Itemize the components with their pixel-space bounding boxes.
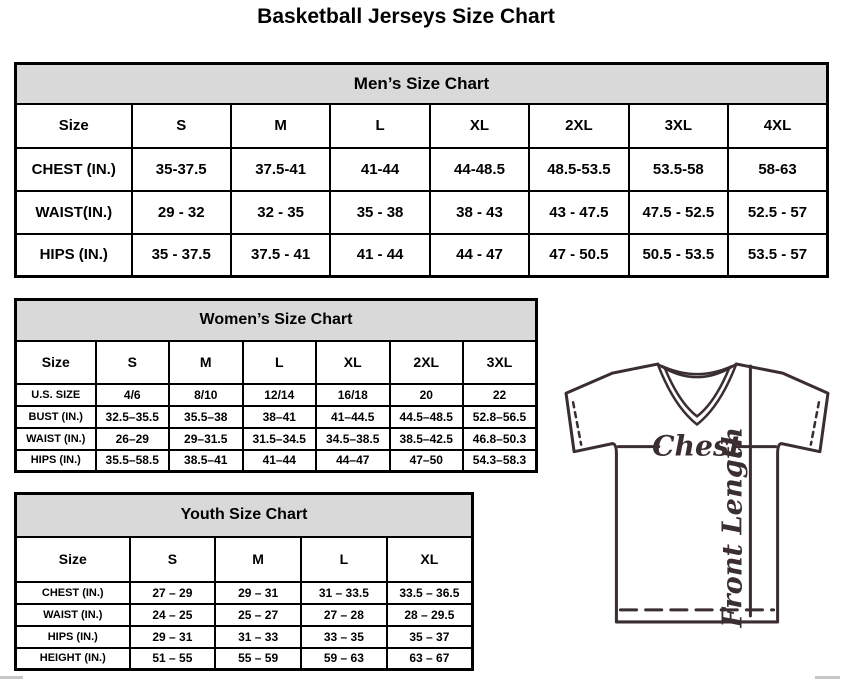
size-value-cell: 41–44: [243, 450, 317, 472]
size-value-cell: 58-63: [728, 148, 827, 191]
size-value-cell: 53.5 - 57: [728, 234, 827, 277]
size-column-header: L: [330, 104, 429, 148]
size-value-cell: 44–47: [316, 450, 390, 472]
row-label: WAIST (IN.): [16, 604, 130, 626]
size-value-cell: 31 – 33.5: [301, 582, 387, 604]
table-header-row: [16, 104, 828, 148]
row-label: HEIGHT (IN.): [16, 648, 130, 670]
size-label-header: Size: [16, 537, 130, 582]
size-value-cell: 29–31.5: [169, 428, 243, 450]
size-value-cell: 29 – 31: [130, 626, 216, 648]
size-value-cell: 44.5–48.5: [390, 406, 464, 428]
row-label: U.S. SIZE: [16, 384, 96, 406]
table-row: [16, 234, 828, 277]
size-value-cell: 29 – 31: [215, 582, 301, 604]
size-value-cell: 55 – 59: [215, 648, 301, 670]
table-title: Men’s Size Chart: [16, 64, 828, 104]
mens-size-chart-table: [14, 62, 829, 278]
right-cuff-dashed-line: [811, 402, 819, 444]
size-column-header: 2XL: [390, 341, 464, 384]
row-label: HIPS (IN.): [16, 234, 132, 277]
front-length-label: Front Length: [716, 426, 749, 628]
table-row: [16, 626, 473, 648]
size-value-cell: 47.5 - 52.5: [629, 191, 728, 234]
table-row: [16, 648, 473, 670]
size-column-header: S: [96, 341, 170, 384]
size-value-cell: 48.5-53.5: [529, 148, 628, 191]
size-column-header: S: [130, 537, 216, 582]
size-value-cell: 26–29: [96, 428, 170, 450]
size-value-cell: 29 - 32: [132, 191, 231, 234]
size-value-cell: 44 - 47: [430, 234, 529, 277]
size-value-cell: 47 - 50.5: [529, 234, 628, 277]
table-row: [16, 406, 537, 428]
size-value-cell: 47–50: [390, 450, 464, 472]
size-value-cell: 22: [463, 384, 537, 406]
size-column-header: 4XL: [728, 104, 827, 148]
size-column-header: L: [301, 537, 387, 582]
youth-size-chart-table: [14, 492, 474, 671]
size-value-cell: 28 – 29.5: [387, 604, 473, 626]
size-column-header: M: [231, 104, 330, 148]
row-label: BUST (IN.): [16, 406, 96, 428]
table-row: [16, 191, 828, 234]
size-value-cell: 38.5–41: [169, 450, 243, 472]
size-value-cell: 35.5–58.5: [96, 450, 170, 472]
size-value-cell: 54.3–58.3: [463, 450, 537, 472]
size-value-cell: 34.5–38.5: [316, 428, 390, 450]
size-value-cell: 51 – 55: [130, 648, 216, 670]
size-value-cell: 35 – 37: [387, 626, 473, 648]
row-label: CHEST (IN.): [16, 582, 130, 604]
size-column-header: M: [215, 537, 301, 582]
size-column-header: XL: [316, 341, 390, 384]
table-title: Women’s Size Chart: [16, 300, 537, 341]
chest-label: Chest: [652, 429, 742, 463]
size-value-cell: 59 – 63: [301, 648, 387, 670]
row-label: HIPS (IN.): [16, 626, 130, 648]
size-value-cell: 33 – 35: [301, 626, 387, 648]
table-title: Youth Size Chart: [16, 494, 473, 537]
size-value-cell: 35 - 37.5: [132, 234, 231, 277]
size-label-header: Size: [16, 341, 96, 384]
size-value-cell: 38 - 43: [430, 191, 529, 234]
womens-size-chart-table: [14, 298, 538, 473]
size-value-cell: 8/10: [169, 384, 243, 406]
size-value-cell: 38–41: [243, 406, 317, 428]
size-value-cell: 41–44.5: [316, 406, 390, 428]
size-value-cell: 50.5 - 53.5: [629, 234, 728, 277]
size-value-cell: 32 - 35: [231, 191, 330, 234]
size-value-cell: 52.5 - 57: [728, 191, 827, 234]
table-header-row: [16, 341, 537, 384]
table-row: [16, 604, 473, 626]
size-value-cell: 53.5-58: [629, 148, 728, 191]
table-row: [16, 428, 537, 450]
size-value-cell: 16/18: [316, 384, 390, 406]
size-value-cell: 37.5 - 41: [231, 234, 330, 277]
table-row: [16, 450, 537, 472]
size-value-cell: 24 – 25: [130, 604, 216, 626]
size-value-cell: 31 – 33: [215, 626, 301, 648]
size-value-cell: 12/14: [243, 384, 317, 406]
size-value-cell: 46.8–50.3: [463, 428, 537, 450]
size-value-cell: 25 – 27: [215, 604, 301, 626]
size-value-cell: 37.5-41: [231, 148, 330, 191]
size-value-cell: 35-37.5: [132, 148, 231, 191]
size-value-cell: 27 – 29: [130, 582, 216, 604]
size-label-header: Size: [16, 104, 132, 148]
jersey-measurement-diagram: [560, 358, 832, 630]
size-value-cell: 41-44: [330, 148, 429, 191]
size-column-header: XL: [430, 104, 529, 148]
table-title-row: [16, 494, 473, 537]
size-value-cell: 44-48.5: [430, 148, 529, 191]
row-label: WAIST (IN.): [16, 428, 96, 450]
table-row: [16, 582, 473, 604]
size-column-header: 3XL: [463, 341, 537, 384]
row-label: WAIST(IN.): [16, 191, 132, 234]
table-title-row: [16, 300, 537, 341]
left-cuff-dashed-line: [573, 402, 581, 444]
size-value-cell: 35 - 38: [330, 191, 429, 234]
table-row: [16, 384, 537, 406]
size-column-header: 2XL: [529, 104, 628, 148]
row-label: HIPS (IN.): [16, 450, 96, 472]
size-value-cell: 32.5–35.5: [96, 406, 170, 428]
size-column-header: 3XL: [629, 104, 728, 148]
table-row: [16, 148, 828, 191]
table-title-row: [16, 64, 828, 104]
size-value-cell: 33.5 – 36.5: [387, 582, 473, 604]
size-value-cell: 31.5–34.5: [243, 428, 317, 450]
size-value-cell: 38.5–42.5: [390, 428, 464, 450]
size-value-cell: 20: [390, 384, 464, 406]
size-value-cell: 52.8–56.5: [463, 406, 537, 428]
size-value-cell: 35.5–38: [169, 406, 243, 428]
size-column-header: S: [132, 104, 231, 148]
size-column-header: M: [169, 341, 243, 384]
size-value-cell: 41 - 44: [330, 234, 429, 277]
jersey-outline: [566, 364, 828, 622]
row-label: CHEST (IN.): [16, 148, 132, 191]
table-header-row: [16, 537, 473, 582]
size-value-cell: 63 – 67: [387, 648, 473, 670]
page-title: Basketball Jerseys Size Chart: [257, 5, 555, 28]
size-column-header: XL: [387, 537, 473, 582]
size-value-cell: 43 - 47.5: [529, 191, 628, 234]
size-value-cell: 27 – 28: [301, 604, 387, 626]
size-value-cell: 4/6: [96, 384, 170, 406]
size-column-header: L: [243, 341, 317, 384]
